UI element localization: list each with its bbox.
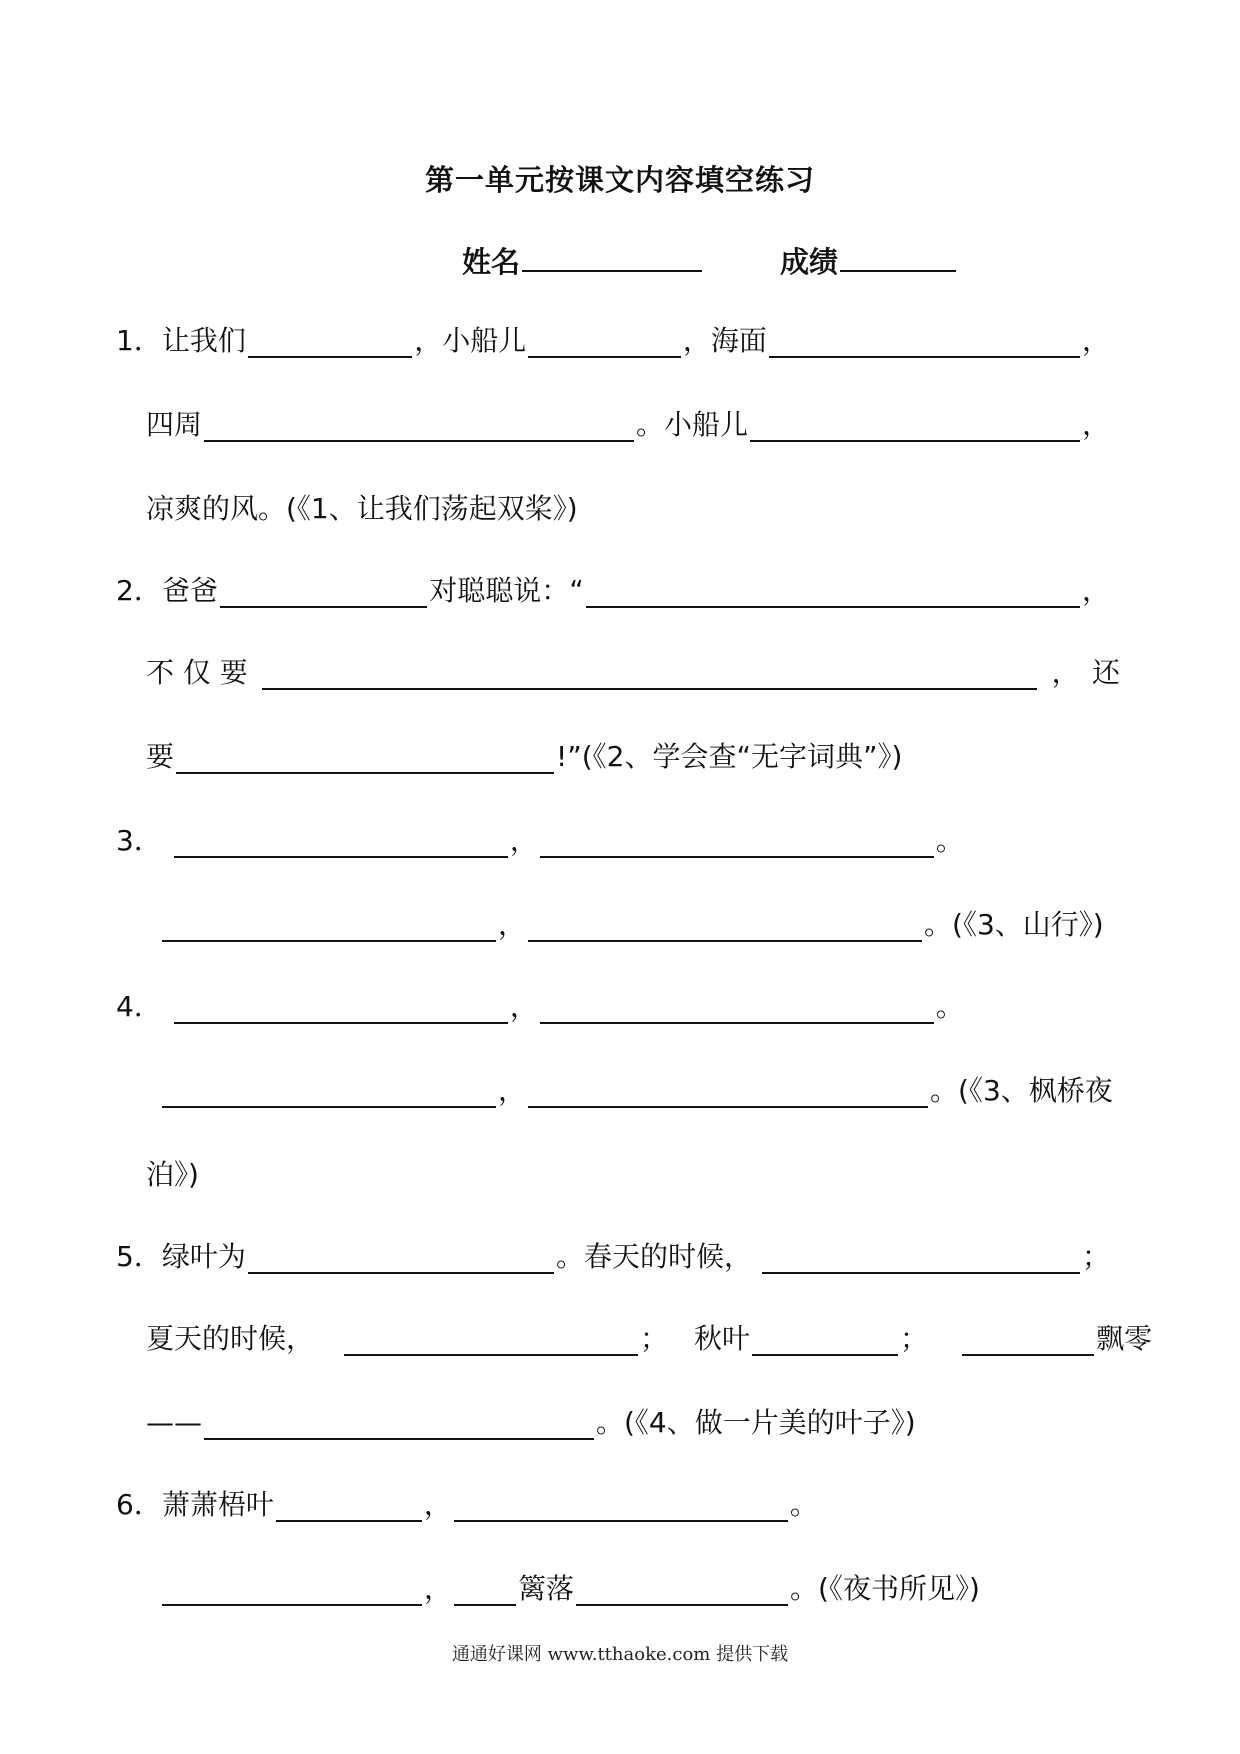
score-label: 成绩 bbox=[780, 245, 839, 279]
text: ， bbox=[1051, 656, 1080, 689]
text: ， bbox=[498, 908, 527, 941]
answer-blank[interactable] bbox=[162, 910, 496, 942]
text: 篱落 bbox=[518, 1572, 575, 1605]
text: —— bbox=[146, 1406, 202, 1439]
question-4-line-3 bbox=[146, 1152, 199, 1192]
question-5-line-2 bbox=[146, 1316, 1152, 1356]
answer-blank[interactable] bbox=[454, 1490, 788, 1522]
page-title: 第一单元按课文内容填空练习 bbox=[424, 163, 815, 197]
answer-blank[interactable] bbox=[276, 1490, 422, 1522]
name-blank[interactable] bbox=[522, 240, 702, 272]
question-6-line-2 bbox=[160, 1566, 980, 1606]
answer-blank[interactable] bbox=[162, 1574, 422, 1606]
answer-blank[interactable] bbox=[528, 1076, 928, 1108]
text: 让我们 bbox=[161, 324, 246, 357]
text: 凉爽的风。(《1、让我们荡起双桨》) bbox=[146, 492, 578, 525]
answer-blank[interactable] bbox=[262, 658, 1037, 690]
question-number: 5． bbox=[116, 1240, 162, 1273]
question-number: 3． bbox=[116, 824, 162, 857]
text: 对聪聪说：“ bbox=[429, 574, 584, 607]
question-1-line-3 bbox=[146, 486, 578, 526]
answer-blank[interactable] bbox=[162, 1076, 496, 1108]
answer-blank[interactable] bbox=[540, 826, 934, 858]
answer-blank[interactable] bbox=[752, 1324, 898, 1356]
text: 。小船儿 bbox=[636, 408, 749, 441]
text: ， bbox=[423, 1488, 452, 1521]
answer-blank[interactable] bbox=[528, 910, 922, 942]
text: !”(《2、学会查“无字词典”》) bbox=[556, 740, 903, 773]
score-blank[interactable] bbox=[840, 240, 956, 272]
question-3-line-2 bbox=[160, 902, 1104, 942]
text: 爸爸 bbox=[161, 574, 218, 607]
text: 四周 bbox=[146, 408, 203, 441]
text: 。(《夜书所见》) bbox=[790, 1572, 980, 1605]
text: 。春天的时候， bbox=[555, 1240, 752, 1273]
name-field bbox=[462, 240, 704, 281]
question-1-line-1 bbox=[116, 318, 1110, 358]
text: 。 bbox=[935, 990, 964, 1023]
text: ， bbox=[1081, 324, 1110, 357]
question-number: 1． bbox=[116, 324, 162, 357]
text: 秋叶 bbox=[694, 1322, 751, 1355]
text: ，小船儿 bbox=[414, 324, 527, 357]
answer-blank[interactable] bbox=[962, 1324, 1094, 1356]
text: ； bbox=[1081, 1240, 1110, 1273]
answer-blank[interactable] bbox=[454, 1574, 516, 1606]
text: 。(《3、枫桥夜 bbox=[930, 1074, 1113, 1107]
text: ， bbox=[1081, 574, 1110, 607]
answer-blank[interactable] bbox=[248, 326, 412, 358]
answer-blank[interactable] bbox=[528, 326, 681, 358]
answer-blank[interactable] bbox=[174, 826, 508, 858]
question-2-line-2 bbox=[146, 650, 1120, 690]
question-4-line-2 bbox=[160, 1068, 1113, 1108]
text: 泊》) bbox=[146, 1158, 199, 1191]
text: ， bbox=[509, 990, 538, 1023]
text: 。(《4、做一片美的叶子》) bbox=[596, 1406, 916, 1439]
text: 萧萧梧叶 bbox=[161, 1488, 274, 1521]
question-2-line-3 bbox=[146, 734, 902, 774]
text: 。 bbox=[935, 824, 964, 857]
question-number: 2． bbox=[116, 574, 162, 607]
text: ， bbox=[509, 824, 538, 857]
answer-blank[interactable] bbox=[769, 326, 1080, 358]
text: 飘零 bbox=[1096, 1322, 1153, 1355]
answer-blank[interactable] bbox=[750, 410, 1080, 442]
text: ； bbox=[900, 1322, 929, 1355]
text: ； bbox=[640, 1322, 669, 1355]
question-5-line-1 bbox=[116, 1234, 1110, 1274]
answer-blank[interactable] bbox=[344, 1324, 638, 1356]
answer-blank[interactable] bbox=[204, 1408, 594, 1440]
text: 。(《3、山行》) bbox=[924, 908, 1104, 941]
question-1-line-2 bbox=[146, 402, 1110, 442]
question-4-line-1 bbox=[116, 984, 964, 1024]
question-3-line-1 bbox=[116, 818, 964, 858]
question-5-line-3 bbox=[146, 1400, 916, 1440]
footer-credit: 通通好课网 www.tthaoke.com 提供下载 bbox=[451, 1644, 789, 1665]
question-6-line-1 bbox=[116, 1482, 818, 1522]
text: 还 bbox=[1091, 656, 1120, 689]
answer-blank[interactable] bbox=[174, 992, 508, 1024]
text: ， bbox=[498, 1074, 527, 1107]
text: 不 仅 要 bbox=[146, 656, 248, 689]
answer-blank[interactable] bbox=[540, 992, 934, 1024]
answer-blank[interactable] bbox=[176, 742, 554, 774]
text: ， bbox=[424, 1572, 453, 1605]
question-number: 6． bbox=[116, 1488, 162, 1521]
score-field bbox=[780, 240, 958, 281]
answer-blank[interactable] bbox=[762, 1242, 1080, 1274]
name-label: 姓名 bbox=[462, 245, 521, 279]
answer-blank[interactable] bbox=[220, 576, 427, 608]
answer-blank[interactable] bbox=[204, 410, 634, 442]
question-number: 4． bbox=[116, 990, 162, 1023]
question-2-line-1 bbox=[116, 568, 1110, 608]
answer-blank[interactable] bbox=[576, 1574, 788, 1606]
text: ，海面 bbox=[682, 324, 767, 357]
answer-blank[interactable] bbox=[586, 576, 1080, 608]
text: 要 bbox=[146, 740, 175, 773]
text: 夏天的时候， bbox=[146, 1322, 315, 1355]
text: ， bbox=[1082, 408, 1111, 441]
text: 。 bbox=[789, 1488, 818, 1521]
text: 绿叶为 bbox=[161, 1240, 246, 1273]
answer-blank[interactable] bbox=[248, 1242, 554, 1274]
